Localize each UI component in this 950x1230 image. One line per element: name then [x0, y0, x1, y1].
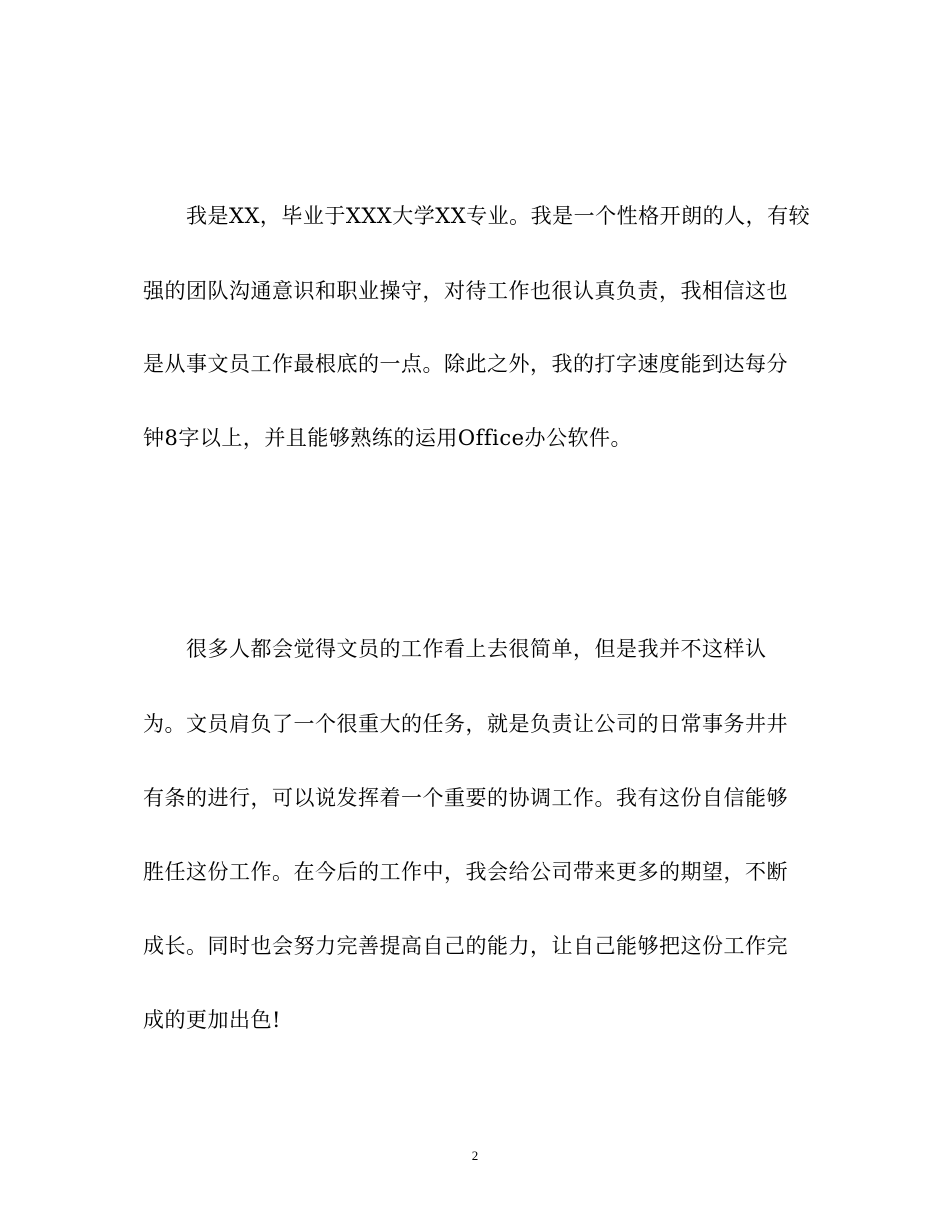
paragraph-2 — [143, 638, 813, 1032]
paragraph-2-line: 胜任这份工作。在今后的工作中，我会给公司带来更多的期望，不断 — [143, 860, 788, 884]
paragraph-2-line: 为。文员肩负了一个很重大的任务，就是负责让公司的日常事务井井 — [143, 712, 788, 736]
paragraph-2-line: 有条的进行，可以说发挥着一个重要的协调工作。我有这份自信能够 — [143, 786, 788, 810]
paragraph-1-line: 我是XX，毕业于XXX大学XX专业。我是一个性格开朗的人，有较 — [186, 204, 811, 228]
paragraph-2-line: 成长。同时也会努力完善提高自己的能力，让自己能够把这份工作完 — [143, 934, 788, 958]
paragraph-1-line: 强的团队沟通意识和职业操守，对待工作也很认真负责，我相信这也 — [143, 279, 788, 303]
paragraph-2-line: 成的更加出色! — [143, 1008, 281, 1032]
page-number: 2 — [471, 1148, 479, 1163]
paragraph-1 — [143, 205, 813, 450]
paragraph-1-line: 是从事文员工作最根底的一点。除此之外，我的打字速度能到达每分 — [143, 352, 788, 376]
paragraph-2-line: 很多人都会觉得文员的工作看上去很简单，但是我并不这样认 — [186, 637, 767, 661]
paragraph-1-line: 钟8字以上，并且能够熟练的运用Office办公软件。 — [143, 426, 633, 450]
